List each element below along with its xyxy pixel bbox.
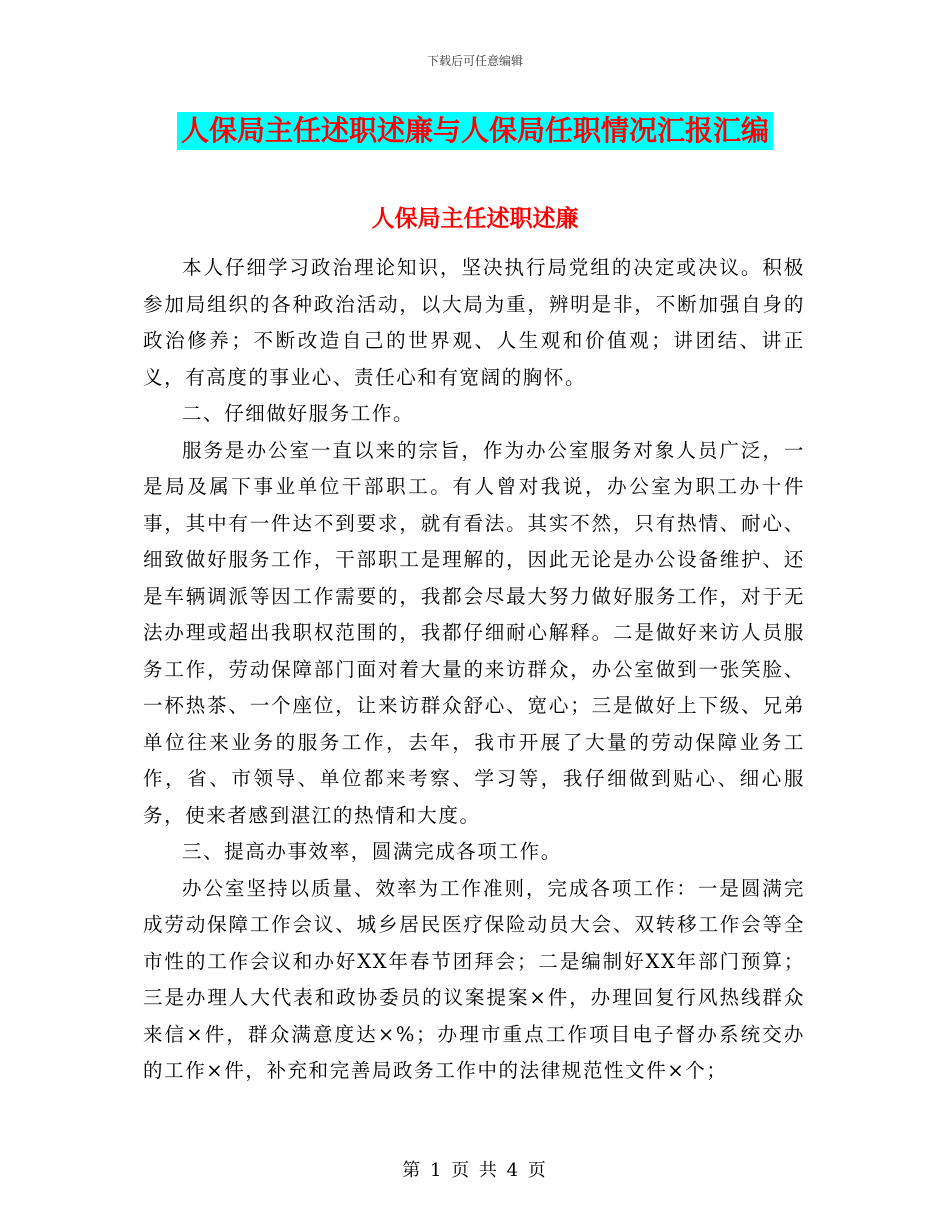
paragraph: 本人仔细学习政治理论知识，坚决执行局党组的决定或决议。积极参加局组织的各种政治活动，以大局为重，辨明是非，不断加强自身的政治修养；不断改造自己的世界观、人生观和价值观；讲团结、讲正义，有高度的事业心、责任心和有宽阔的胸怀。 bbox=[143, 256, 805, 389]
paragraph: 二、仔细做好服务工作。 bbox=[182, 402, 415, 425]
document-body bbox=[143, 250, 805, 1090]
paragraph: 办公室坚持以质量、效率为工作准则，完成各项工作：一是圆满完成劳动保障工作会议、城乡居民医疗保险动员大会、双转移工作会等全市性的工作会议和办好XX年春节团拜会；二是编制好XX年部门预算；三是办理人大代表和政协委员的议案提案×件，办理回复行风热线群众来信×件，群众满意度达×%；办理市重点工作项目电子督办系统交办的工作×件，补充和完善局政务工作中的法律规范性文件×个； bbox=[143, 876, 805, 1082]
page-number: 第 1 页 共 4 页 bbox=[402, 1160, 548, 1181]
paragraph: 服务是办公室一直以来的宗旨，作为办公室服务对象人员广泛，一是局及属下事业单位干部职工。有人曾对我说，办公室为职工办十件事，其中有一件达不到要求，就有看法。其实不然，只有热情、耐心、细致做好服务工作，干部职工是理解的，因此无论是办公设备维护、还是车辆调派等因工作需要的，我都会尽最大努力做好服务工作，对于无法办理或超出我职权范围的，我都仔细耐心解释。二是做好来访人员服务工作，劳动保障部门面对着大量的来访群众，办公室做到一张笑脸、一杯热茶、一个座位，让来访群众舒心、宽心；三是做好上下级、兄弟单位往来业务的服务工作，去年，我市开展了大量的劳动保障业务工作，省、市领导、单位都来考察、学习等，我仔细做到贴心、细心服务，使来者感到湛江的热情和大度。 bbox=[143, 438, 805, 827]
page-header-note: 下载后可任意编辑 bbox=[426, 54, 523, 68]
section-title: 人保局主任述职述廉 bbox=[371, 205, 579, 232]
document-title: 人保局主任述职述廉与人保局任职情况汇报汇编 bbox=[177, 112, 773, 150]
paragraph: 三、提高办事效率，圆满完成各项工作。 bbox=[182, 840, 562, 863]
document-title-wrapper bbox=[0, 112, 950, 150]
